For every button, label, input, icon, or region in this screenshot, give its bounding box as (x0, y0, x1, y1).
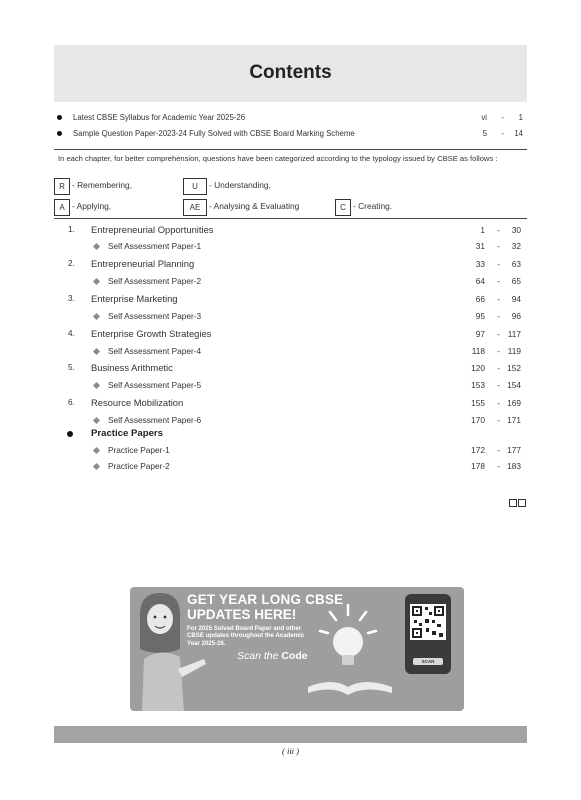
end-marks-icon (508, 494, 526, 512)
page-from: 5 (482, 129, 487, 138)
diamond-bullet-icon (93, 278, 100, 285)
sub-entry-title: Self Assessment Paper-2 (108, 276, 202, 286)
diamond-bullet-icon (93, 243, 100, 250)
page-dash: - (497, 259, 500, 269)
sub-entry-row[interactable] (54, 309, 527, 325)
page-dash: - (497, 311, 500, 321)
typology-desc: - Remembering, (72, 180, 133, 190)
updates-banner[interactable] (130, 587, 464, 711)
front-matter-row[interactable] (54, 111, 527, 125)
chapter-number: 3. (68, 294, 75, 303)
front-matter-label: Latest CBSE Syllabus for Academic Year 2025-26 (73, 113, 246, 122)
page-dash: - (497, 445, 500, 455)
divider (54, 218, 527, 219)
page-to: 1 (518, 113, 523, 122)
chapter-row[interactable] (54, 396, 527, 412)
page-to: 30 (511, 225, 521, 235)
divider (54, 149, 527, 150)
chapter-row[interactable] (54, 223, 527, 239)
page-from: 97 (475, 329, 485, 339)
diamond-bullet-icon (93, 382, 100, 389)
diamond-bullet-icon (93, 417, 100, 424)
chapter-number: 6. (68, 398, 75, 407)
chapter-row[interactable] (54, 292, 527, 308)
sub-entry-row[interactable] (54, 239, 527, 255)
lightbulb-book-icon (300, 587, 410, 711)
page-dash: - (497, 398, 500, 408)
page-number: ( iii ) (282, 746, 299, 756)
page-title: Contents (249, 62, 332, 83)
page-from: 64 (475, 276, 485, 286)
page-from: 120 (471, 363, 485, 373)
page-to: 119 (507, 346, 521, 356)
typology-desc: - Applying, (72, 201, 112, 211)
chapter-title: Entrepreneurial Opportunities (91, 224, 214, 235)
page-from: 33 (475, 259, 485, 269)
sub-entry-row[interactable] (54, 274, 527, 290)
sub-entry-title: Self Assessment Paper-3 (108, 311, 202, 321)
page-dash: - (497, 225, 500, 235)
typology-code: AE (183, 199, 207, 216)
page-dash: - (497, 294, 500, 304)
front-matter-label: Sample Question Paper-2023-24 Fully Solved with CBSE Board Marking Scheme (73, 129, 355, 138)
page-from: 31 (475, 241, 485, 251)
chapter-number: 4. (68, 329, 75, 338)
page-from: vi (481, 113, 487, 122)
scan-prefix: Scan the (237, 650, 279, 662)
typology-code: A (54, 199, 70, 216)
chapter-title: Enterprise Growth Strategies (91, 328, 212, 339)
page-to: 117 (507, 329, 521, 339)
page-dash: - (497, 346, 500, 356)
page-to: 183 (507, 461, 521, 471)
page-to: 171 (507, 415, 521, 425)
page-dash: - (497, 241, 500, 251)
page-to: 152 (507, 363, 521, 373)
page-to: 177 (507, 445, 521, 455)
page-from: 118 (471, 346, 485, 356)
sub-entry-title: Self Assessment Paper-1 (108, 241, 202, 251)
diamond-bullet-icon (93, 463, 100, 470)
page-dash: - (497, 363, 500, 373)
typology-code: C (335, 199, 351, 216)
page-to: 94 (511, 294, 521, 304)
page-from: 153 (471, 380, 485, 390)
practice-paper-title: Practice Paper-1 (108, 445, 170, 455)
sub-entry-title: Self Assessment Paper-5 (108, 380, 202, 390)
page-from: 172 (471, 445, 485, 455)
page-dash: - (497, 415, 500, 425)
qr-code-icon[interactable] (410, 604, 446, 640)
banner-subtext: For 2025 Solved Board Paper and other CBSE updates throughout the Academic Year 2025-26. (187, 625, 305, 647)
scan-suffix: Code (281, 650, 308, 662)
diamond-bullet-icon (93, 447, 100, 454)
typology-code: U (183, 178, 207, 195)
chapter-row[interactable] (54, 361, 527, 377)
sub-entry-row[interactable] (54, 459, 527, 475)
page-dash: - (497, 329, 500, 339)
page-from: 95 (475, 311, 485, 321)
page-dash: - (497, 276, 500, 286)
practice-papers-heading: Practice Papers (91, 428, 163, 439)
typology-desc: - Creating. (353, 201, 393, 211)
banner-headline: GET YEAR LONG CBSE (187, 592, 344, 607)
practice-papers-heading-row[interactable] (54, 427, 527, 443)
chapter-title: Business Arithmetic (91, 362, 173, 373)
page-dash: - (497, 461, 500, 471)
front-matter-row[interactable] (54, 127, 527, 141)
page-from: 178 (471, 461, 485, 471)
page-to: 14 (514, 129, 523, 138)
chapter-title: Entrepreneurial Planning (91, 258, 195, 269)
page-to: 169 (507, 398, 521, 408)
page-from: 170 (471, 415, 485, 425)
phone-illustration (405, 594, 451, 674)
page-to: 32 (511, 241, 521, 251)
page-dash: - (497, 380, 500, 390)
chapter-title: Enterprise Marketing (91, 293, 178, 304)
bullet-icon (67, 431, 73, 437)
page-from: 66 (475, 294, 485, 304)
bullet-icon (57, 131, 62, 136)
footer-band (54, 726, 527, 743)
diamond-bullet-icon (93, 313, 100, 320)
page-dash: - (501, 129, 504, 138)
page-to: 96 (511, 311, 521, 321)
typology-intro: In each chapter, for better comprehension, questions have been categorized according to the typology issued by CBSE as follows : (58, 154, 498, 163)
chapter-number: 2. (68, 259, 75, 268)
banner-headline: UPDATES HERE! (187, 607, 297, 622)
sub-entry-title: Self Assessment Paper-4 (108, 346, 202, 356)
sub-entry-title: Self Assessment Paper-6 (108, 415, 202, 425)
sub-entry-row[interactable] (54, 378, 527, 394)
page-from: 1 (480, 225, 485, 235)
typology-desc: - Understanding, (209, 180, 271, 190)
diamond-bullet-icon (93, 348, 100, 355)
page-from: 155 (471, 398, 485, 408)
chapter-row[interactable] (54, 257, 527, 273)
sub-entry-row[interactable] (54, 344, 527, 360)
chapter-number: 1. (68, 225, 75, 234)
sub-entry-row[interactable] (54, 443, 527, 459)
chapter-title: Resource Mobilization (91, 397, 184, 408)
bullet-icon (57, 115, 62, 120)
typology-desc: - Analysing & Evaluating (209, 201, 300, 211)
page-to: 154 (507, 380, 521, 390)
scan-button[interactable]: SCAN (413, 658, 443, 665)
practice-paper-title: Practice Paper-2 (108, 461, 170, 471)
page-to: 63 (511, 259, 521, 269)
typology-code: R (54, 178, 70, 195)
chapter-row[interactable] (54, 327, 527, 343)
chapter-number: 5. (68, 363, 75, 372)
scan-the-code-text (237, 650, 308, 662)
page-dash: - (501, 113, 504, 122)
page-to: 65 (511, 276, 521, 286)
